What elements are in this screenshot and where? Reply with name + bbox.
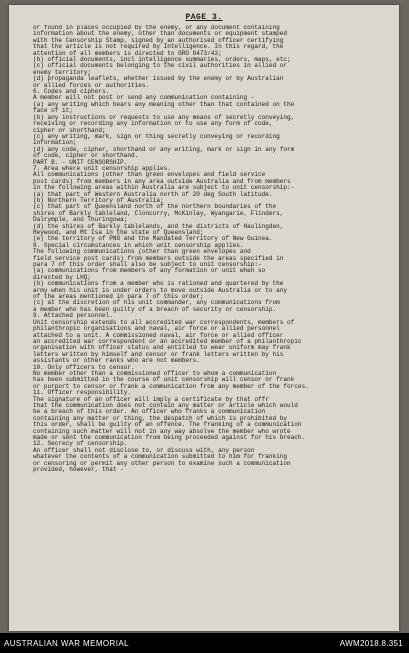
text-line: (c) any writing, mark, sign or thing secretly conveying or recording	[33, 132, 280, 140]
text-line: (c) official documents belonging to the civil authorities in allied or	[33, 62, 288, 70]
text-line: with the Censorship Stamp, signed by an authorised officer certifying	[33, 36, 284, 44]
page-title: PAGE 3.	[185, 13, 223, 22]
text-line: 9. Attached personnel.	[33, 312, 113, 320]
text-line: (b) official documents, incl intelligence summaries, orders, maps, etc;	[33, 56, 291, 64]
text-line: a member who has been guilty of a breach of security or censorship.	[33, 305, 277, 313]
text-line: whatever the contents of a communication submitted to him for franking	[33, 453, 288, 461]
text-line: (a) communications from members of any formation or unit when so	[33, 267, 266, 275]
text-line: PART B. - UNIT CENSORSHIP.	[33, 158, 128, 166]
text-line: cipher or shorthand;	[33, 126, 106, 134]
text-line: No member other than a commissioned officer to whom a communication	[33, 369, 277, 377]
text-line: in the following areas within Australia are subject to unit censorship:-	[33, 184, 295, 192]
text-line: (d) any code, cipher, shorthand or any writing, mark or sign in any form	[33, 145, 295, 153]
text-line: that the communication does not contain any matter or article which would	[33, 401, 298, 409]
document-body	[33, 25, 387, 625]
text-line: (e) the territory of PNG and the Mandated Territory of New Guinea.	[33, 235, 273, 243]
text-line: 10. Only officers to censor.	[33, 363, 135, 371]
text-line: enemy territory;	[33, 68, 92, 76]
text-line: an accredited war correspondent or an accredited member of a philanthropic	[33, 337, 302, 345]
document-page	[9, 5, 399, 631]
text-line: or allied forces or authorities.	[33, 81, 150, 89]
text-line: be a breach of this order. An officer who franks a communication	[33, 408, 266, 416]
text-line: (b) any instructions or requests to use any means of secretly conveying,	[33, 113, 295, 121]
text-line: (d) the shires of Barkly tablelands, and the districts of Haslingden,	[33, 222, 284, 230]
text-line: or censoring or permit any other person to examine such a communication	[33, 459, 291, 467]
text-line: (a) any writing which bears any meaning other than that contained on the	[33, 100, 295, 108]
text-line: The following communications (other than green envelopes and	[33, 248, 251, 256]
text-line: this order, shall be guilty of an offence. The franking of a communication	[33, 421, 302, 429]
text-line: made or sent the communication from being proceeded against for his breach.	[33, 434, 306, 441]
text-line: 6. Codes and ciphers.	[33, 88, 110, 96]
text-line: organisation with officer status and entitled to wear uniform may frank	[33, 344, 291, 352]
text-line: letters written by himself and censor or frank letters written by his	[33, 350, 284, 358]
text-line: or purport to censor or frank a communication from any member of the forces.	[33, 382, 309, 390]
text-line: (d) propaganda leaflets, whether issued by the enemy or by Australian	[33, 75, 284, 83]
text-line: directed by LHQ;	[33, 273, 92, 281]
text-line: (c) at the discretion of his unit commander, any communications from	[33, 299, 280, 307]
text-line: post cards) from members in any area outside Australia and from members	[33, 177, 291, 185]
text-line: assistants or other ranks who are not members.	[33, 357, 200, 365]
text-line: attached to a unit. A commissioned naval, air force or allied officer	[33, 331, 284, 339]
text-line: Dalrymple, and Thuringowa;	[33, 216, 128, 224]
text-line: shires of Barkly tableland, Cloncurry, McKinlay, Wyangarie, Flinders,	[33, 209, 284, 217]
text-line: information;	[33, 139, 77, 147]
text-line: A member will not post or send any communication containing -	[33, 94, 255, 102]
footer-institution: AUSTRALIAN WAR MEMORIAL	[4, 639, 129, 648]
text-line: An officer shall not disclose to, or discuss with, any person	[33, 446, 255, 454]
text-line: (c) that part of Queensland north of the northern boundaries of the	[33, 203, 277, 211]
text-line: information about the enemy, other than documents or equipment stamped	[33, 30, 288, 38]
text-line: (b) Northern Territory of Australia;	[33, 196, 164, 204]
text-line: field service post cards) from members outside the areas specified in	[33, 254, 284, 262]
text-line: that the article is not required by Intelligence. In this regard, the	[33, 43, 284, 51]
footer-accession-number: AWM2018.8.351	[339, 639, 403, 648]
text-line: 8. Special circumstances in which unit censorship applies.	[33, 241, 244, 249]
footer-bar	[0, 633, 409, 653]
text-line: face of it;	[33, 107, 73, 115]
text-line: Unit censorship extends to all accredited war correspondents, members of	[33, 318, 295, 326]
text-line: The signature of an officer will imply a certificate by that offr	[33, 395, 269, 403]
text-line: para 7 of this order shall also be subject to unit censorship:-	[33, 261, 262, 269]
text-line: All communications (other than green envelopes and field service	[33, 171, 266, 179]
text-line: of code, cipher or shorthand.	[33, 152, 139, 160]
text-line: philanthropic organisations and naval, air force or allied personnel	[33, 325, 280, 333]
text-line: receiving or recording any information or to use any form of code,	[33, 120, 273, 128]
text-line: has been submitted in the course of unit censorship will censor or frank	[33, 376, 295, 384]
text-line: attention of all members is directed to GRO G473/43;	[33, 49, 222, 57]
text-line: Heywood, and Mt Isa in the state of Queensland;	[33, 229, 204, 236]
text-line: of the areas mentioned in para 7 of this order;	[33, 293, 204, 301]
text-line: 12. Secrecy of censorship.	[33, 440, 128, 448]
text-line: containing any matter or thing, the despatch of which is prohibited by	[33, 414, 288, 422]
text-line: containing such matter will not in any way absolve the member who wrote	[33, 427, 291, 435]
text-line: or found in places occupied by the enemy, or any document containing	[33, 25, 280, 31]
text-line: provided, however, that -	[33, 466, 124, 474]
text-line: army when his unit is under orders to move outside Australia or to any	[33, 286, 288, 294]
text-line: 11. Officer responsibility.	[33, 389, 131, 397]
text-line: (a) that part of Western Australia north of 20 deg South latitude.	[33, 190, 273, 198]
text-line: (b) communications from a member who is rationed and quartered by the	[33, 280, 284, 288]
text-line: 7. Area where unit censorship applies.	[33, 164, 171, 172]
